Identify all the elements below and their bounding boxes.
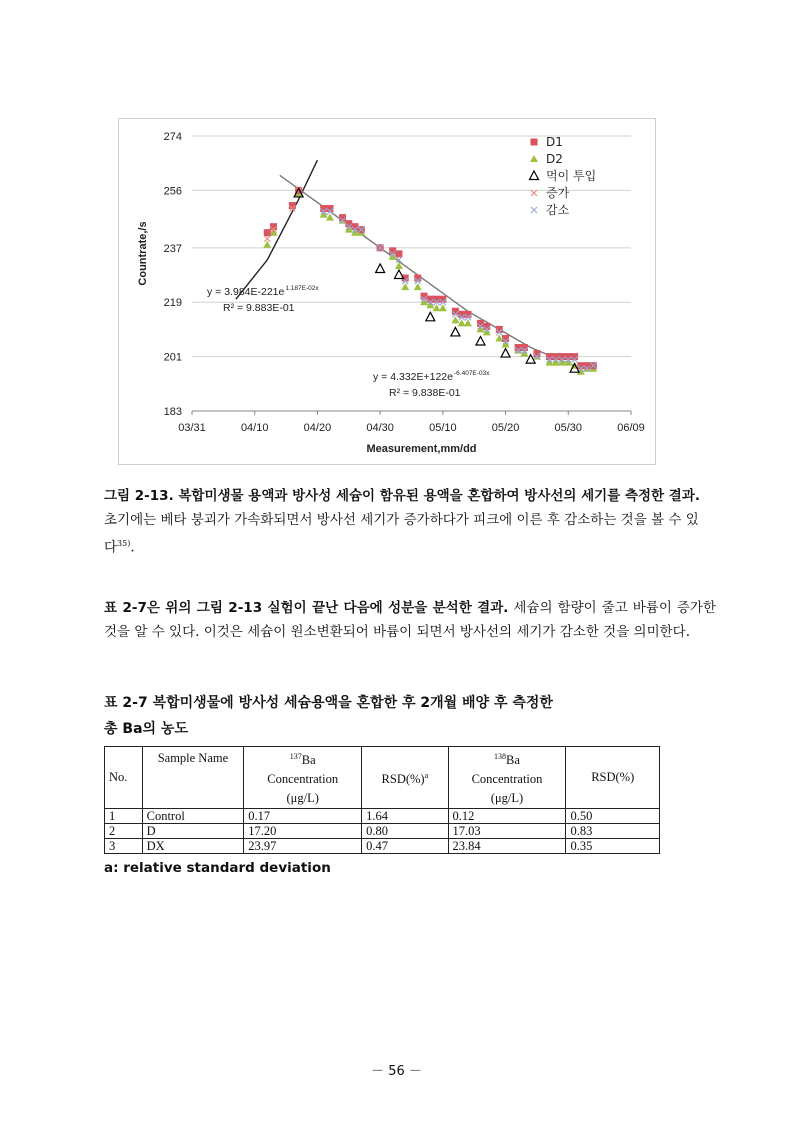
figure-caption-ref: 35) xyxy=(117,539,131,548)
table-caption-line1: 표 2-7 복합미생물에 방사성 세슘용액을 혼합한 후 2개월 배양 후 측정한 xyxy=(104,695,553,711)
legend-marker xyxy=(531,139,538,146)
y-tick-label: 183 xyxy=(163,406,182,418)
table-caption xyxy=(104,690,704,742)
data-point xyxy=(501,349,510,358)
x-tick-label: 04/10 xyxy=(240,422,269,434)
figure-caption-text: 초기에는 베타 붕괴가 가속화되면서 방사선 세기가 증가하다가 피크에 이른 후 감소하는 것을 볼 수 있다 xyxy=(104,512,699,556)
paragraph-text: 세슘의 함량이 줄고 바륨이 증가한 것을 알 수 있다. 이것은 세슘이 원소변환되어 바륨이 되면서 방사선의 세기가 감소한 것을 의미한다. xyxy=(104,600,717,640)
y-tick-label: 219 xyxy=(163,297,182,310)
cell-ba137: 17.20 xyxy=(244,824,362,839)
cell-ba137: 0.17 xyxy=(244,809,362,824)
y-tick-label: 274 xyxy=(163,131,182,143)
table-footnote: a: relative standard deviation xyxy=(104,860,331,876)
figure-caption xyxy=(104,484,704,560)
legend-label: 먹이 투입 xyxy=(546,169,597,183)
data-point xyxy=(476,336,485,345)
table-caption-line2: 총 Ba의 농도 xyxy=(104,721,188,737)
header-rsd-138: RSD(%) xyxy=(566,747,660,809)
cell-sample: DX xyxy=(142,839,244,854)
figure-caption-bold: 그림 2-13. 복합미생물 용액과 방사성 세슘이 함유된 용액을 혼합하여 방사선의 세기를 측정한 결과. xyxy=(104,488,700,504)
header-sample-name: Sample Name xyxy=(142,747,244,809)
trend-equation: y = 3.984E-221e xyxy=(207,286,285,298)
cell-rsd138: 0.83 xyxy=(566,824,660,839)
trendline-decrease-fit xyxy=(280,175,581,368)
trend-equation-exponent: -6.407E-03x xyxy=(454,370,490,377)
cell-rsd137: 1.64 xyxy=(362,809,448,824)
paragraph-bold: 표 2-7은 위의 그림 2-13 실험이 끝난 다음에 성분을 분석한 결과. xyxy=(104,600,509,616)
legend-label: D2 xyxy=(546,152,563,166)
figure-caption-end: . xyxy=(130,539,135,556)
header-rsd-137: RSD(%)$^a$ xyxy=(362,747,448,809)
x-tick-label: 05/20 xyxy=(491,422,520,434)
table-row xyxy=(105,839,660,854)
header-ba137: $^{137}$Ba Concentration (μg/L) xyxy=(244,747,362,809)
y-tick-label: 237 xyxy=(163,242,182,255)
cell-rsd137: 0.80 xyxy=(362,824,448,839)
cell-no: 1 xyxy=(105,809,143,824)
data-point xyxy=(394,270,403,279)
cell-sample: D xyxy=(142,824,244,839)
legend-marker xyxy=(530,171,539,180)
y-axis-label: Countrate,/s xyxy=(137,221,149,286)
cell-ba138: 23.84 xyxy=(448,839,566,854)
ba-concentration-table xyxy=(104,746,660,854)
y-tick-label: 256 xyxy=(163,185,182,198)
table-header-row xyxy=(105,747,660,809)
data-point xyxy=(426,312,435,321)
cell-ba138: 0.12 xyxy=(448,809,566,824)
legend-marker xyxy=(530,155,538,162)
trend-equation: y = 4.332E+122e xyxy=(373,371,453,383)
y-tick-label: 201 xyxy=(163,351,182,364)
cell-no: 3 xyxy=(105,839,143,854)
x-tick-label: 06/09 xyxy=(617,422,645,434)
data-point xyxy=(376,264,385,273)
legend-marker xyxy=(531,190,537,196)
x-tick-label: 04/30 xyxy=(366,422,394,434)
data-point xyxy=(264,229,271,236)
header-ba138: $^{138}$Ba Concentration (μg/L) xyxy=(448,747,566,809)
trend-equation-exponent: 1.187E-02x xyxy=(285,285,319,292)
header-no: No. xyxy=(105,747,143,809)
trend-r-squared: R² = 9.883E-01 xyxy=(223,302,295,314)
table-row xyxy=(105,809,660,824)
cell-no: 2 xyxy=(105,824,143,839)
trend-r-squared: R² = 9.838E-01 xyxy=(389,387,461,399)
cell-sample: Control xyxy=(142,809,244,824)
x-axis-label: Measurement,mm/dd xyxy=(366,443,477,455)
result-paragraph xyxy=(104,596,716,644)
data-point xyxy=(395,250,402,257)
chart-svg xyxy=(119,119,655,464)
table-row xyxy=(105,824,660,839)
legend-label: 증가 xyxy=(546,186,570,200)
cell-rsd137: 0.47 xyxy=(362,839,448,854)
x-tick-label: 05/30 xyxy=(554,422,583,434)
x-tick-label: 05/10 xyxy=(429,422,457,434)
cell-rsd138: 0.50 xyxy=(566,809,660,824)
page-number: － 56 － xyxy=(371,1064,422,1079)
legend-marker xyxy=(531,207,537,213)
countrate-chart xyxy=(118,118,656,465)
legend-label: 감소 xyxy=(546,203,570,217)
cell-ba138: 17.03 xyxy=(448,824,566,839)
cell-rsd138: 0.35 xyxy=(566,839,660,854)
x-tick-label: 03/31 xyxy=(178,422,206,434)
x-tick-label: 04/20 xyxy=(303,422,332,434)
data-point xyxy=(451,327,460,336)
legend-label: D1 xyxy=(546,135,563,149)
cell-ba137: 23.97 xyxy=(244,839,362,854)
